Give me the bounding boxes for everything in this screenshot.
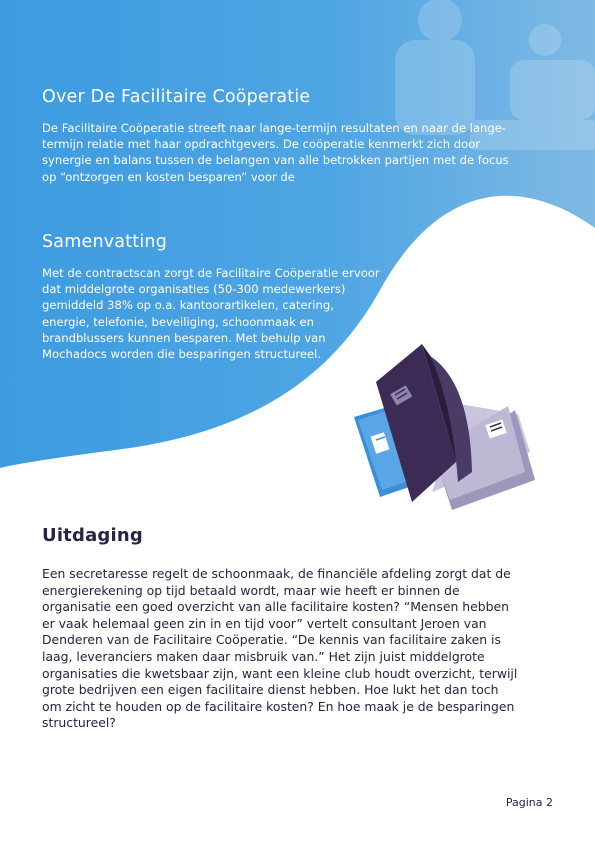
- summary-text: Met de contractscan zorgt de Facilitaire Coöperatie ervoor dat middelgrote organisaties (50-300 medewerkers) gemiddeld 38% op o.a. kantoorartikelen, catering, energie, telefonie, beveiliging, schoonmaak en brandblussers kunnen besparen. Met behulp van Mochadocs worden die besparingen structureel.: [42, 266, 380, 362]
- folders-illustration: [340, 322, 540, 517]
- page-number: Pagina 2: [505, 796, 553, 809]
- about-text: De Facilitaire Coöperatie streeft naar lange-termijn resultaten en naar de lange-termijn relatie met haar opdrachtgevers. De coöperatie kenmerkt zich door synergie en balans tussen de belangen van alle betrokken partijen met de focus op “ontzorgen en kosten besparen” voor de: [42, 121, 509, 184]
- challenge-title: Uitdaging: [42, 525, 143, 546]
- challenge-text: Een secretaresse regelt de schoonmaak, de financiële afdeling zorgt dat de energierekening op tijd betaald wordt, maar wie heeft er binnen de organisatie een goed overzicht van alle facilitaire kosten? “Mensen hebben er vaak helemaal geen zin in en tijd voor” vertelt consultant Jeroen van Denderen van de Facilitaire Coöperatie. “De kennis van facilitaire zaken is laag, leveranciers maken daar misbruik van.” Het zijn juist middelgrote organisaties die kwetsbaar zijn, want een kleine club houdt overzicht, terwijl grote bedrijven een eigen facilitaire dienst hebben. Hoe lukt het dan toch om zicht te houden op de facilitaire kosten? En hoe maak je de besparingen structureel?: [42, 566, 518, 731]
- about-title: Over De Facilitaire Coöperatie: [42, 87, 311, 107]
- summary-title: Samenvatting: [42, 232, 168, 252]
